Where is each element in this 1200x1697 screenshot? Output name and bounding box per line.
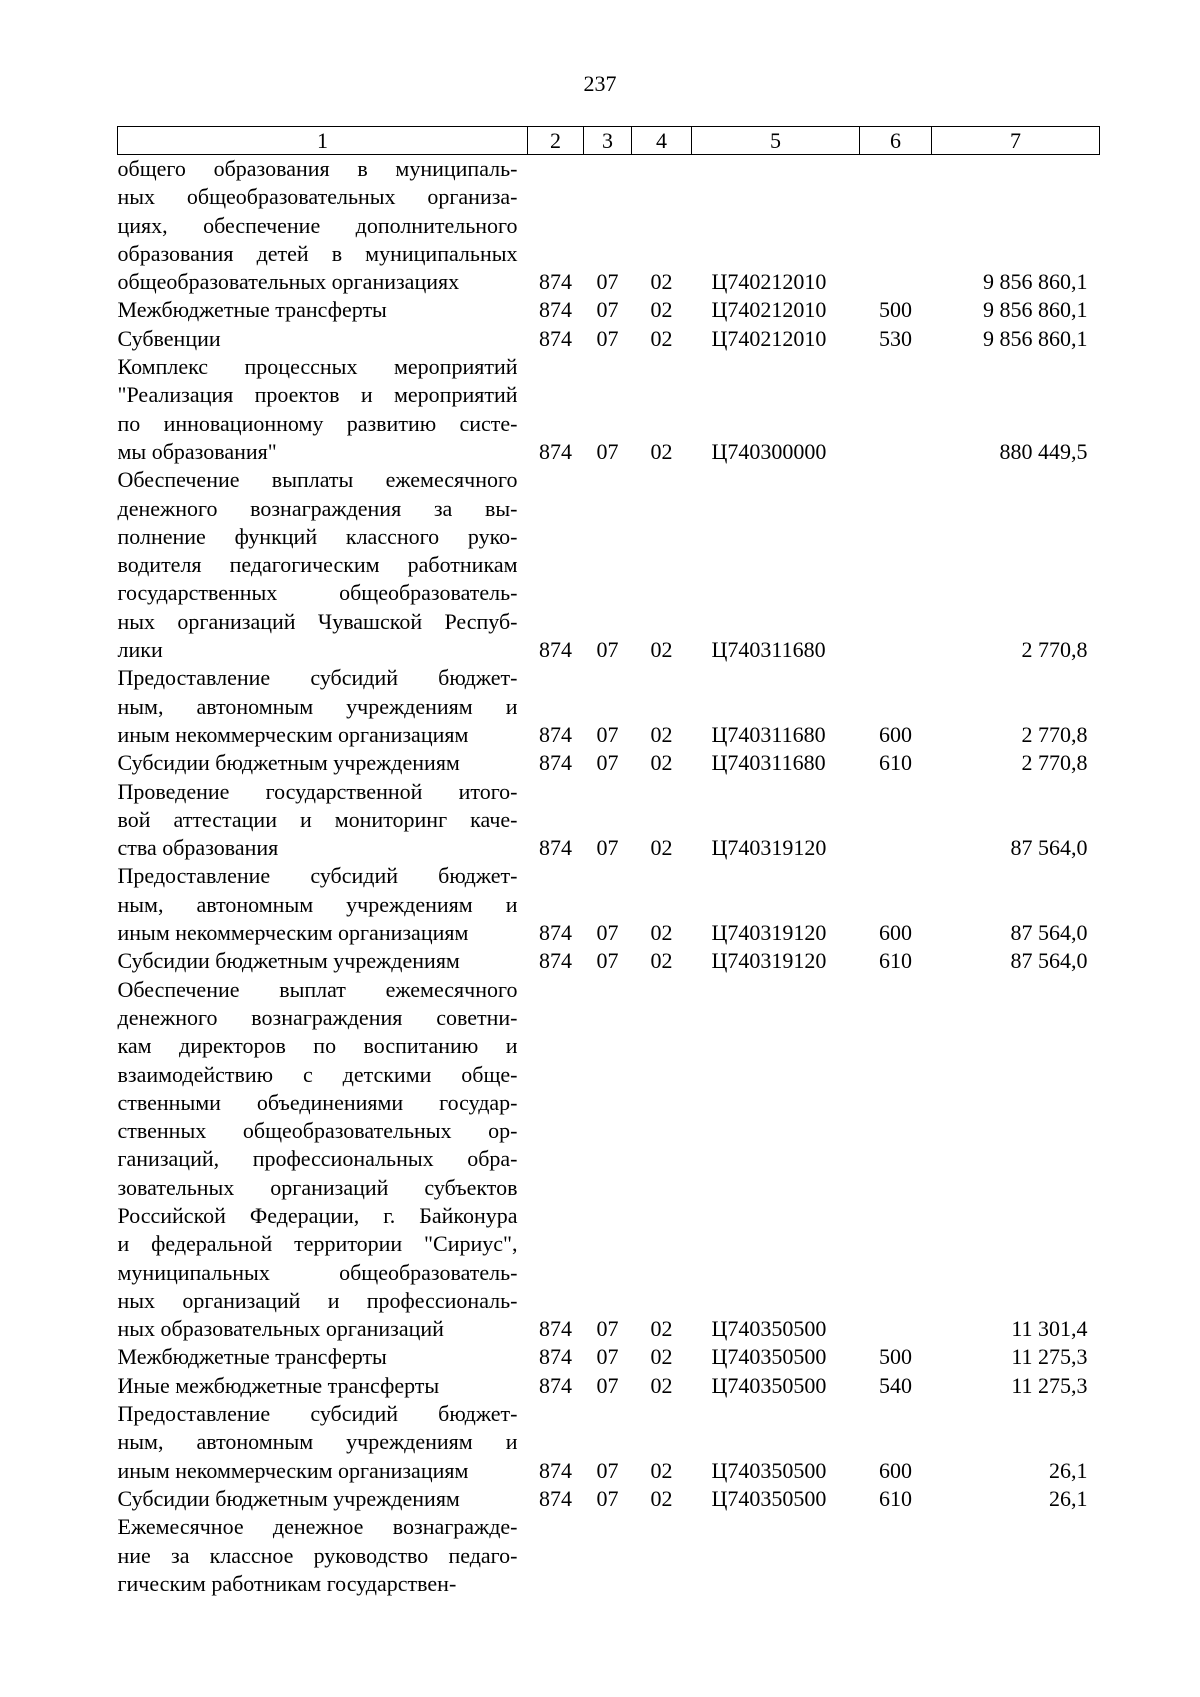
description-line: лики [117, 637, 163, 663]
description-line: ных организаций и профессиональ- [117, 1287, 518, 1313]
row-target-article: Ц740300000 [711, 438, 827, 464]
description-line: общеобразовательных организациях [117, 269, 460, 295]
description-line: Предоставление субсидий бюджет- [117, 1401, 518, 1427]
description-line: ных образовательных организаций [117, 1316, 444, 1342]
description-line: ства образования [117, 835, 279, 861]
description-line: Субсидии бюджетным учреждениям [117, 948, 460, 974]
row-subsection: 02 [650, 750, 673, 776]
row-target-article: Ц740350500 [711, 1316, 827, 1342]
description-line: полнение функций классного руко- [117, 523, 518, 549]
row-expense-type: 600 [879, 721, 912, 747]
row-subsection: 02 [650, 1344, 673, 1370]
description-line: ным, автономным учреждениям и [117, 891, 518, 917]
description-line: ных общеобразовательных организа- [117, 184, 518, 210]
table-header [118, 127, 1100, 155]
row-description [118, 155, 528, 297]
row-ministry-code: 874 [539, 835, 572, 861]
row-description [118, 466, 528, 664]
row-target-article: Ц740311680 [711, 721, 826, 747]
description-line: взаимодействию с детскими обще- [117, 1061, 518, 1087]
description-line: ние за классное руководство педаго- [117, 1542, 518, 1568]
row-expense-type [860, 778, 932, 863]
row-subsection: 02 [650, 297, 673, 323]
row-description [118, 353, 528, 466]
row-description [118, 325, 528, 353]
description-line: ганизаций, профессиональных обра- [117, 1146, 518, 1172]
row-amount: 9 856 860,1 [983, 269, 1088, 295]
row-description [118, 1372, 528, 1400]
row-amount: 26,1 [1049, 1485, 1088, 1511]
row-target-article: Ц740311680 [711, 637, 826, 663]
row-section: 07 [596, 920, 619, 946]
row-ministry-code: 874 [539, 1372, 572, 1398]
row-expense-type: 540 [879, 1372, 912, 1398]
row-target-article: Ц740212010 [711, 269, 827, 295]
row-section: 07 [596, 1344, 619, 1370]
row-description [118, 664, 528, 749]
row-subsection: 02 [650, 1316, 673, 1342]
header-col-4: 4 [632, 127, 692, 155]
description-line: Ежемесячное денежное вознагражде- [117, 1514, 518, 1540]
description-line: Субсидии бюджетным учреждениям [117, 1485, 460, 1511]
row-description [118, 947, 528, 975]
row-section: 07 [596, 637, 619, 663]
row-subsection: 02 [650, 920, 673, 946]
row-expense-type [860, 1513, 932, 1598]
table-row [118, 1343, 1100, 1371]
row-ministry-code [528, 1513, 584, 1598]
row-expense-type [860, 155, 932, 297]
description-line: Обеспечение выплат ежемесячного [117, 976, 518, 1002]
row-description [118, 976, 528, 1344]
row-section: 07 [596, 269, 619, 295]
row-description [118, 749, 528, 777]
row-section: 07 [596, 1485, 619, 1511]
description-line: иным некоммерческим организациям [117, 920, 469, 946]
budget-table [117, 126, 1100, 1598]
row-expense-type [860, 466, 932, 664]
header-col-2: 2 [528, 127, 584, 155]
description-line: гическим работникам государствен- [117, 1570, 457, 1596]
description-line: общего образования в муниципаль- [117, 156, 518, 181]
row-subsection: 02 [650, 721, 673, 747]
row-subsection: 02 [650, 835, 673, 861]
description-line: Субвенции [117, 325, 221, 351]
row-amount: 880 449,5 [999, 438, 1088, 464]
row-description [118, 296, 528, 324]
row-amount [932, 1513, 1100, 1598]
row-amount: 11 275,3 [1011, 1372, 1088, 1398]
row-description [118, 1400, 528, 1485]
header-col-1: 1 [118, 127, 528, 155]
row-description [118, 862, 528, 947]
description-line: Проведение государственной итого- [117, 778, 518, 804]
row-section: 07 [596, 438, 619, 464]
row-amount: 2 770,8 [1021, 750, 1088, 776]
row-target-article: Ц740212010 [711, 297, 827, 323]
table-row [118, 353, 1100, 466]
row-section: 07 [596, 721, 619, 747]
description-line: ственными объединениями государ- [117, 1089, 518, 1115]
row-section: 07 [596, 1457, 619, 1483]
table-row [118, 1513, 1100, 1598]
row-subsection: 02 [650, 325, 673, 351]
description-line: кам директоров по воспитанию и [117, 1033, 518, 1059]
header-col-6: 6 [860, 127, 932, 155]
header-col-7: 7 [932, 127, 1100, 155]
description-line: Межбюджетные трансферты [117, 297, 387, 323]
row-ministry-code: 874 [539, 637, 572, 663]
description-line: ных организаций Чувашской Респуб- [117, 608, 518, 634]
description-line: Межбюджетные трансферты [117, 1344, 387, 1370]
row-ministry-code: 874 [539, 1457, 572, 1483]
row-expense-type [860, 976, 932, 1344]
row-subsection: 02 [650, 1372, 673, 1398]
description-line: Предоставление субсидий бюджет- [117, 863, 518, 889]
row-expense-type: 610 [879, 1485, 912, 1511]
row-expense-type: 600 [879, 920, 912, 946]
description-line: ным, автономным учреждениям и [117, 1429, 518, 1455]
table-row [118, 862, 1100, 947]
table-row [118, 1400, 1100, 1485]
row-amount: 26,1 [1049, 1457, 1088, 1483]
description-line: иным некоммерческим организациям [117, 1457, 469, 1483]
row-target-article: Ц740319120 [711, 835, 827, 861]
row-ministry-code: 874 [539, 1316, 572, 1342]
row-expense-type: 600 [879, 1457, 912, 1483]
row-amount: 9 856 860,1 [983, 325, 1088, 351]
row-section: 07 [596, 325, 619, 351]
row-ministry-code: 874 [539, 269, 572, 295]
row-section: 07 [596, 835, 619, 861]
row-ministry-code: 874 [539, 750, 572, 776]
row-description [118, 1513, 528, 1598]
description-line: Комплекс процессных мероприятий [117, 354, 518, 380]
row-section: 07 [596, 297, 619, 323]
description-line: образования детей в муниципальных [117, 240, 518, 266]
description-line: Обеспечение выплаты ежемесячного [117, 467, 518, 493]
row-amount: 87 564,0 [1010, 835, 1088, 861]
description-line: мы образования" [117, 438, 277, 464]
row-ministry-code: 874 [539, 721, 572, 747]
row-amount: 87 564,0 [1010, 920, 1088, 946]
description-line: государственных общеобразователь- [117, 580, 518, 606]
row-expense-type: 610 [879, 948, 912, 974]
description-line: водителя педагогическим работникам [117, 552, 518, 578]
row-amount: 2 770,8 [1021, 637, 1088, 663]
row-subsection: 02 [650, 1457, 673, 1483]
row-expense-type [860, 353, 932, 466]
table-body [118, 155, 1100, 1599]
row-target-article: Ц740350500 [711, 1344, 827, 1370]
row-section: 07 [596, 948, 619, 974]
table-row [118, 749, 1100, 777]
description-line: "Реализация проектов и мероприятий [117, 382, 518, 408]
table-row [118, 664, 1100, 749]
row-amount: 87 564,0 [1010, 948, 1088, 974]
table-row [118, 778, 1100, 863]
row-target-article: Ц740350500 [711, 1372, 827, 1398]
table-row [118, 296, 1100, 324]
description-line: Субсидии бюджетным учреждениям [117, 750, 460, 776]
description-line: муниципальных общеобразователь- [117, 1259, 518, 1285]
row-ministry-code: 874 [539, 1344, 572, 1370]
page-number: 237 [583, 71, 617, 96]
row-expense-type: 610 [879, 750, 912, 776]
description-line: по инновационному развитию систе- [117, 410, 518, 436]
row-target-article: Ц740350500 [711, 1457, 827, 1483]
row-ministry-code: 874 [539, 1485, 572, 1511]
row-subsection: 02 [650, 438, 673, 464]
budget-table-wrapper [117, 126, 1100, 1598]
row-subsection [632, 1513, 692, 1598]
table-row [118, 155, 1100, 297]
description-line: иным некоммерческим организациям [117, 721, 469, 747]
row-description [118, 1485, 528, 1513]
row-amount: 2 770,8 [1021, 721, 1088, 747]
description-line: ственных общеобразовательных ор- [117, 1118, 518, 1144]
row-subsection: 02 [650, 637, 673, 663]
row-section: 07 [596, 1316, 619, 1342]
description-line: циях, обеспечение дополнительного [117, 212, 518, 238]
table-row [118, 325, 1100, 353]
row-target-article: Ц740311680 [711, 750, 826, 776]
row-target-article: Ц740319120 [711, 920, 827, 946]
table-row [118, 1485, 1100, 1513]
row-ministry-code: 874 [539, 920, 572, 946]
description-line: Российской Федерации, г. Байконура [117, 1202, 518, 1228]
row-section [584, 1513, 632, 1598]
table-row [118, 976, 1100, 1344]
row-description [118, 1343, 528, 1371]
row-ministry-code: 874 [539, 297, 572, 323]
header-col-3: 3 [584, 127, 632, 155]
table-row [118, 1372, 1100, 1400]
row-target-article: Ц740212010 [711, 325, 827, 351]
description-line: Предоставление субсидий бюджет- [117, 665, 518, 691]
row-target-article: Ц740319120 [711, 948, 827, 974]
row-description [118, 778, 528, 863]
description-line: денежного вознаграждения советни- [117, 1004, 518, 1030]
row-target-article: Ц740350500 [711, 1485, 827, 1511]
row-expense-type: 530 [879, 325, 912, 351]
header-row [118, 127, 1100, 155]
row-ministry-code: 874 [539, 325, 572, 351]
row-subsection: 02 [650, 269, 673, 295]
row-expense-type: 500 [879, 1344, 912, 1370]
table-row [118, 947, 1100, 975]
table-row [118, 466, 1100, 664]
row-ministry-code: 874 [539, 438, 572, 464]
description-line: ным, автономным учреждениям и [117, 693, 518, 719]
header-col-5: 5 [692, 127, 860, 155]
description-line: Иные межбюджетные трансферты [117, 1372, 440, 1398]
row-target-article [692, 1513, 860, 1598]
row-amount: 9 856 860,1 [983, 297, 1088, 323]
row-section: 07 [596, 750, 619, 776]
row-subsection: 02 [650, 948, 673, 974]
row-expense-type: 500 [879, 297, 912, 323]
row-amount: 11 275,3 [1011, 1344, 1088, 1370]
row-section: 07 [596, 1372, 619, 1398]
description-line: и федеральной территории "Сириус", [117, 1231, 518, 1257]
description-line: зовательных организаций субъектов [117, 1174, 518, 1200]
row-amount: 11 301,4 [1011, 1316, 1088, 1342]
row-subsection: 02 [650, 1485, 673, 1511]
row-ministry-code: 874 [539, 948, 572, 974]
description-line: вой аттестации и мониторинг каче- [117, 806, 518, 832]
description-line: денежного вознаграждения за вы- [117, 495, 518, 521]
